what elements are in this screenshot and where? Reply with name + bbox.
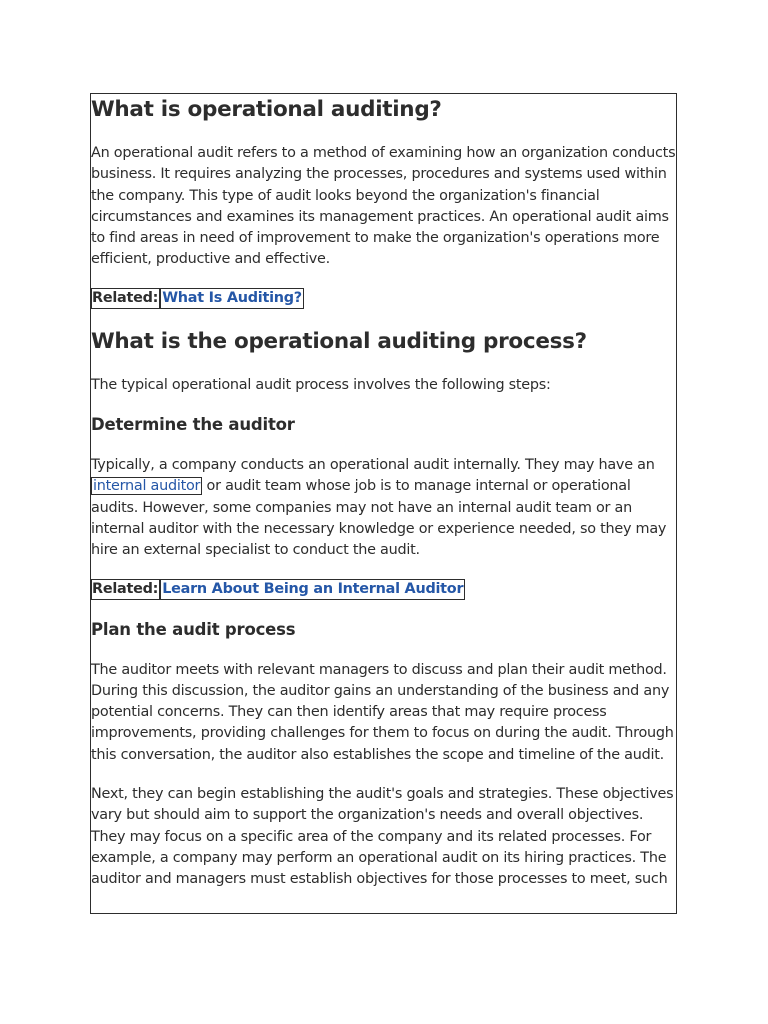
- related-link-what-is-auditing[interactable]: What Is Auditing?: [160, 288, 304, 309]
- plan-audit-paragraph-1: The auditor meets with relevant managers to discuss and plan their audit method. During this discussion, the auditor gains an understanding of the business and any potential concerns. They can then identify areas that may require process improvements, providing challenges for them to focus on during the audit. Through this conversation, the auditor also establishes the scope and timeline of the audit.: [91, 661, 674, 763]
- determine-auditor-paragraph: [91, 455, 676, 561]
- heading-determine-the-auditor: Determine the auditor: [91, 415, 295, 435]
- related-label: Related:: [91, 579, 160, 600]
- heading-operational-auditing-process: What is the operational auditing process?: [91, 328, 587, 354]
- determine-auditor-text-before: Typically, a company conducts an operational audit internally. They may have an: [91, 457, 655, 474]
- related-block-2: [91, 579, 676, 600]
- process-intro-paragraph: The typical operational audit process involves the following steps:: [91, 376, 551, 393]
- heading-plan-the-audit-process: Plan the audit process: [91, 619, 296, 639]
- plan-audit-paragraph-2: Next, they can begin establishing the audit's goals and strategies. These objectives vary but should aim to support the organization's needs and overall objectives. They may focus on a specific area of the company and its related processes. For example, a company may perform an operational audit on its hiring practices. The auditor and managers must establish objectives for those processes to meet, such: [91, 786, 674, 888]
- related-label: Related:: [91, 288, 160, 309]
- heading-what-is-operational-auditing: What is operational auditing?: [91, 97, 442, 122]
- article-frame: [90, 93, 677, 914]
- determine-auditor-text-after: or audit team whose job is to manage internal or operational audits. However, some companies may not have an internal audit team or an internal auditor with the necessary knowledge or experience needed, so they may hire an external specialist to conduct the audit.: [91, 478, 667, 559]
- internal-auditor-link[interactable]: internal auditor: [93, 478, 201, 495]
- intro-paragraph: An operational audit refers to a method of examining how an organization conducts business. It requires analyzing the processes, procedures and systems used within the company. This type of audit looks beyond the organization's financial circumstances and examines its management practices. An operational audit aims to find areas in need of improvement to make the organization's operations more efficient, productive and effective.: [91, 145, 676, 268]
- article-content: [91, 95, 676, 891]
- related-block-1: [91, 288, 676, 309]
- related-link-internal-auditor[interactable]: Learn About Being an Internal Auditor: [160, 579, 465, 600]
